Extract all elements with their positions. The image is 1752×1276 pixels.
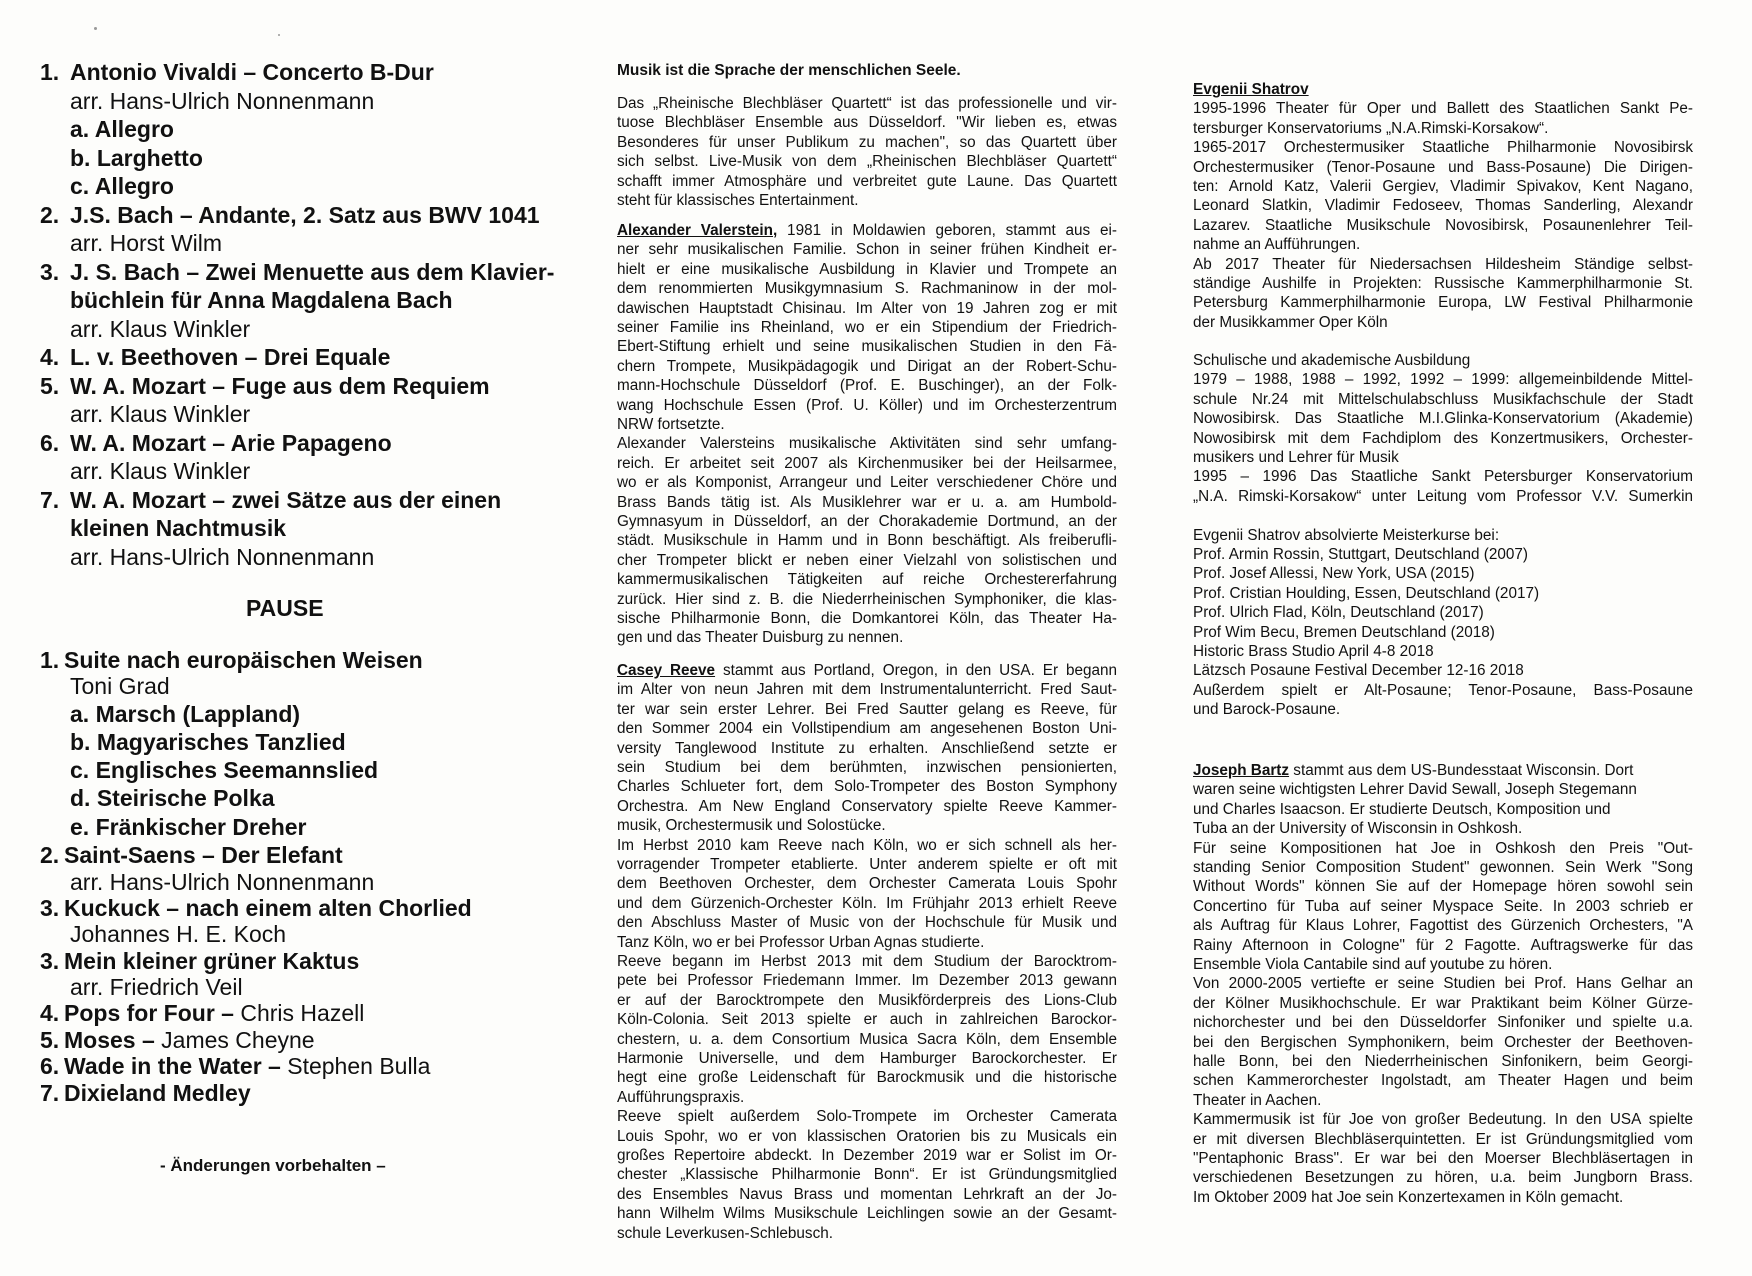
text-line: Tanz Köln, wo er bei Professor Urban Agnas studierte.: [617, 933, 985, 951]
piece-title: W. A. Mozart – Arie Papageno: [70, 429, 392, 456]
text-line: cher Trompeter blickt er neben einer Vielzahl von solistischen und: [617, 551, 1117, 569]
item-number: 1.: [40, 647, 60, 673]
text-line: als Auftrag für Klaus Lohrer, Fagottist des Gürzenich Orchesters, "A: [1193, 917, 1693, 935]
text-line: stammt aus Portland, Oregon, in den USA. Er begann: [715, 662, 1117, 679]
text-line: gen und das Theater Duisburg zu nennen.: [617, 629, 904, 647]
text-line: Alexander Valersteins musikalische Aktivitäten sind sehr umfang-: [617, 435, 1117, 453]
separator: –: [214, 1000, 241, 1026]
movement: d. Steirische Polka: [70, 785, 275, 811]
text-line: Brass Bands tätig ist. Als Musiklehrer war er u. a. am Humbold-: [617, 493, 1117, 511]
movement: b. Magyarisches Tanzlied: [70, 729, 346, 755]
text-line: Köln-Colonia. Seit 2013 spielte er auch in zahlreichen Barockor-: [617, 1011, 1117, 1029]
text-line: großes Repertoire abdeckt. In Dezember 2019 war er Solist im Or-: [617, 1147, 1117, 1164]
text-line: Theater in Aachen.: [1193, 1091, 1322, 1109]
text-line: ner sehr musikalischen Familie. Schon in seiner frühen Kindheit er-: [617, 241, 1117, 259]
text-line: Kammermusik ist für Joe von großer Bedeutung. In den USA spielte: [1193, 1111, 1693, 1129]
text-line: und Charles Isaacson. Er studierte Deutsch, Komposition und: [1193, 800, 1611, 818]
text-line: schen Kammerorchester Ingolstadt, am Theater Hagen und beim: [1193, 1072, 1693, 1090]
masterclass-item: Prof. Cristian Houlding, Essen, Deutschland (2017): [1193, 584, 1540, 602]
text-line: seiner Familie ins Rheinland, wo er ein Stipendium der Friedrich-: [617, 319, 1117, 336]
text-line: Gymnasyum in Düsseldorf, an der Chorakademie Dortmund, an der: [617, 513, 1117, 530]
text-line: tuose Blechbläser Ensemble aus Düsseldorf. "Wir lieben es, etwas: [617, 114, 1117, 132]
scan-speck: [94, 27, 97, 30]
text-line: sein Studium bei dem berühmten, inzwischen pensionierten,: [617, 759, 1117, 776]
changes-reserved-note: - Änderungen vorbehalten –: [160, 1156, 386, 1175]
text-line: dawischen Hauptstadt Chisinau. Im Alter von 19 Jahren zog er mit: [617, 299, 1117, 317]
text-line: NRW fortsetzte.: [617, 416, 725, 433]
text-line: ten: Arnold Katz, Valerii Gergiev, Vladimir Spivakov, Kent Nagano,: [1193, 178, 1693, 195]
text-line: 1995-1996 Theater für Oper und Ballett des Staatlichen Sankt Pe-: [1193, 100, 1693, 118]
pause-heading: PAUSE: [246, 595, 324, 621]
text-line: Reeve spielt außerdem Solo-Trompete im Orchester Camerata: [617, 1108, 1117, 1126]
item-number: 6.: [40, 1053, 60, 1079]
text-line: den Abschluss Master of Music von der Hochschule für Musik und: [617, 914, 1117, 932]
text-line: Orchestermusiker (Tenor-Posaune und Bass-Posaune) Die Dirigen-: [1193, 158, 1693, 176]
item-number: 1.: [40, 59, 60, 85]
musician-name: Casey Reeve: [617, 662, 716, 679]
piece-title: Suite nach europäischen Weisen: [64, 647, 423, 673]
item-number: 3.: [40, 947, 60, 974]
text-line: im Alter von neun Jahren mit dem Instrumentalunterricht. Fred Saut-: [617, 681, 1117, 699]
masterclass-item: Prof. Armin Rossin, Stuttgart, Deutschland (2007): [1193, 545, 1528, 563]
arranger: arr. Klaus Winkler: [70, 401, 251, 427]
piece-title: L. v. Beethoven – Drei Equale: [70, 344, 391, 370]
text-line: Im Herbst 2010 kam Reeve nach Köln, wo er sich schnell als her-: [617, 836, 1117, 854]
text-line: hielt er eine musikalische Ausbildung in Klavier und Trompete an: [617, 260, 1117, 278]
text-line: dem renommierten Musikgymnasium S. Rachmaninow in der mol-: [617, 280, 1117, 298]
piece-title: Kuckuck – nach einem alten Chorlied: [64, 894, 472, 921]
text-line: musik, Orchestermusik und Solostücke.: [617, 817, 886, 835]
arranger: arr. Hans-Ulrich Nonnenmann: [70, 87, 375, 114]
text-line: Nowosibirsk. Das Staatliche M.I.Glinka-Konservatorium (Akademie): [1193, 410, 1693, 428]
text-line: standing Senior Composition Student" gewonnen. Sein Werk "Song: [1193, 859, 1693, 876]
text-line: ständige Aushilfe in Projekten: Russische Kammerphilharmonie St.: [1193, 275, 1693, 292]
text-line: Im Oktober 2009 hat Joe sein Konzertexamen in Köln gemacht.: [1193, 1188, 1624, 1206]
text-line: städt. Musikschule in Hamm und in Bonn beschäftigt. Als freiberufli-: [617, 532, 1117, 550]
text-line: mann-Hochschule Düsseldorf (Prof. E. Buschinger), an der Folk-: [617, 377, 1117, 395]
text-line: Reeve begann im Herbst 2013 mit dem Studium der Barocktrom-: [617, 953, 1117, 970]
text-line: schule Nr.24 mit Mittelschulabschluss Musikfachschule der Stadt: [1193, 390, 1693, 408]
text-line: vorragender Trompeter etablierte. Unter anderem spielte er oft mit: [617, 856, 1117, 873]
movement: c. Englisches Seemannslied: [70, 757, 379, 783]
item-number: 3.: [40, 258, 60, 285]
text-line: Rainy Afternoon in Cologne" für 2 Fagotte. Auftragswerke für das: [1193, 936, 1693, 954]
scan-speck: [278, 34, 280, 36]
composer: Stephen Bulla: [287, 1053, 431, 1079]
text-line: Petersburg Kammerphilharmonie Europa, LW Festival Philharmonie: [1193, 294, 1693, 312]
item-number: 2.: [40, 842, 60, 868]
text-line: der Musikkammer Oper Köln: [1193, 313, 1388, 331]
text-line: "Pentaphonic Brass". Er war bei den Moerser Blechbläsertagen in: [1193, 1150, 1693, 1167]
text-line: Concertino für Tuba auf seiner Myspace Seite. In 2003 schrieb er: [1193, 897, 1693, 915]
text-line: schule Leverkusen-Schlebusch.: [617, 1224, 833, 1242]
text-line: Von 2000-2005 vertiefte er seine Studien bei Prof. Hans Gelhar an: [1193, 975, 1693, 993]
text-line: den Sommer 2004 ein Vollstipendium am angesehenen Boston Uni-: [617, 720, 1117, 738]
text-line: sich selbst. Live-Musik von dem „Rheinischen Blechbläser Quartett“: [617, 153, 1117, 171]
masterclass-item: Prof. Josef Allessi, New York, USA (2015): [1193, 565, 1475, 583]
masterclass-heading: Evgenii Shatrov absolvierte Meisterkurse bei:: [1193, 526, 1500, 544]
piece-title-continued: kleinen Nachtmusik: [70, 515, 287, 541]
movement: b. Larghetto: [70, 144, 203, 171]
item-number: 4.: [40, 1000, 60, 1026]
text-line: stammt aus dem US-Bundesstaat Wisconsin. Dort: [1289, 762, 1634, 779]
text-line: nichorchester und bei den Düsseldorfer Sinfoniker und spielte u.a.: [1193, 1014, 1693, 1032]
text-line: Aufführungspraxis.: [617, 1088, 745, 1106]
movement: a. Marsch (Lappland): [70, 701, 301, 727]
text-line: Without Words" können Sie auf der Homepage hören sowohl sein: [1193, 878, 1693, 896]
text-line: zurück. Hier sind z. B. die Niederrheinischen Symphoniker, die klas-: [617, 590, 1117, 608]
piece-title: J.S. Bach – Andante, 2. Satz aus BWV 1041: [70, 201, 540, 228]
musician-name: Joseph Bartz: [1193, 762, 1290, 779]
text-line: er mit diversen Blechbläserquintetten. Er ist Gründungsmitglied vom: [1193, 1130, 1693, 1148]
piece-title: Wade in the Water: [64, 1053, 262, 1079]
piece-title: Antonio Vivaldi – Concerto B-Dur: [70, 59, 434, 85]
musician-name: Alexander Valerstein,: [617, 222, 778, 239]
piece-title: Saint-Saens – Der Elefant: [64, 842, 343, 868]
text-line: chester „Klassische Philharmonie Bonn“. Er ist Gründungsmitglied: [617, 1166, 1117, 1184]
text-line: Louis Spohr, wo er von klassischen Oratorien bis zu Musicals ein: [617, 1127, 1117, 1145]
text-line: reich. Er arbeitet seit 2007 als Kirchenmusiker bei der Heilsarmee,: [617, 454, 1117, 472]
text-line: musikers und Lehrer für Musik: [1193, 449, 1399, 466]
text-line: Ensemble Viola Cantabile sind auf youtube zu hören.: [1193, 956, 1553, 973]
text-line: 1979 – 1988, 1988 – 1992, 1992 – 1999: allgemeinbildende Mittel-: [1193, 371, 1693, 389]
text-line: des Ensembles Navus Brass und momentan Lehrkraft an der Jo-: [617, 1185, 1117, 1203]
text-line: steht für klassisches Entertainment.: [617, 192, 859, 209]
text-line: 1981 in Moldawien geboren, stammt aus ei-: [777, 222, 1117, 239]
arranger: arr. Klaus Winkler: [70, 315, 251, 342]
masterclass-item: Historic Brass Studio April 4-8 2018: [1193, 642, 1434, 660]
text-line: 1965-2017 Orchestermusiker Staatliche Philharmonie Novosibirsk: [1193, 139, 1693, 157]
text-line: nahme an Aufführungen.: [1193, 236, 1361, 254]
movement: a. Allegro: [70, 116, 174, 142]
motto-heading: Musik ist die Sprache der menschlichen Seele.: [617, 62, 961, 79]
item-number: 7.: [40, 486, 60, 513]
arranger: arr. Friedrich Veil: [70, 974, 243, 1000]
text-line: Orchestra. Am New England Conservatory spielte Reeve Kammer-: [617, 797, 1117, 815]
text-line: ter war sein erster Lehrer. Bei Fred Sautter gelang es Reeve, für: [617, 700, 1117, 718]
movement: c. Allegro: [70, 173, 174, 199]
text-line: und dem Gürzenich-Orchester Köln. Im Frühjahr 2013 erhielt Reeve: [617, 894, 1117, 912]
item-number: 3.: [40, 894, 60, 921]
item-number: 6.: [40, 429, 60, 456]
text-line: der Kölner Musikhochschule. Er war Praktikant beim Kölner Gürze-: [1193, 994, 1693, 1012]
text-line: chestern, u. a. dem Consortium Musica Sacra Köln, dem Ensemble: [617, 1030, 1117, 1048]
movement: e. Fränkischer Dreher: [70, 813, 307, 840]
text-line: wo er als Komponist, Arrangeur und Leiter verschiedener Chöre und: [617, 474, 1117, 492]
composer: Toni Grad: [70, 673, 170, 699]
text-line: hegt eine große Leidenschaft für Barockmusik und die historische: [617, 1069, 1117, 1087]
text-line: tersburger Konservatoriums „N.A.Rimski-Korsakow“.: [1193, 119, 1549, 137]
text-line: chern Trompete, Musikpädagogik und Dirigat an der Robert-Schu-: [617, 357, 1117, 375]
text-line: Lazarev. Staatliche Musikschule Novosibirsk, Posaunenlehrer Teil-: [1193, 216, 1693, 234]
arranger: arr. Klaus Winkler: [70, 458, 251, 484]
composer: James Cheyne: [161, 1026, 315, 1053]
piece-title: Dixieland Medley: [64, 1079, 251, 1106]
piece-title: W. A. Mozart – Fuge aus dem Requiem: [70, 372, 490, 399]
text-line: Das „Rheinische Blechbläser Quartett“ ist das professionelle und vir-: [617, 95, 1117, 112]
item-number: 5.: [40, 372, 60, 399]
text-line: bei den Bergischen Symphonikern, beim Orchester der Beethoven-: [1193, 1033, 1693, 1051]
masterclass-item: Prof Wim Becu, Bremen Deutschland (2018): [1193, 623, 1495, 641]
arranger: arr. Hans-Ulrich Nonnenmann: [70, 868, 375, 895]
item-number: 4.: [40, 344, 60, 370]
text-line: halle Bonn, bei den Niederrheinischen Sinfonikern, beim Georgi-: [1193, 1053, 1693, 1070]
item-number: 5.: [40, 1026, 60, 1053]
text-line: waren seine wichtigsten Lehrer David Sewall, Joseph Stegemann: [1193, 781, 1637, 799]
text-line: Harmonie Universelle, und dem Hamburger Barockorchester. Er: [617, 1050, 1117, 1067]
piece-title: Mein kleiner grüner Kaktus: [64, 947, 360, 974]
text-line: Für seine Kompositionen hat Joe in Oshkosh den Preis "Out-: [1193, 839, 1693, 857]
piece-title: Pops for Four: [64, 1000, 215, 1026]
text-line: Ebert-Stiftung erhielt und seine musikalischen Studien in den Fä-: [617, 338, 1117, 356]
text-line: Außerdem spielt er Alt-Posaune; Tenor-Posaune, Bass-Posaune: [1193, 681, 1693, 699]
separator: –: [135, 1026, 162, 1053]
text-line: Tuba an der University of Wisconsin in Oshkosh.: [1193, 820, 1523, 838]
text-line: Besonderes für unser Publikum zu machen", so das Quartett über: [617, 133, 1117, 151]
text-line: Charles Schlueter fort, dem Solo-Trompeter des Boston Symphony: [617, 778, 1117, 796]
composer: Johannes H. E. Koch: [70, 921, 287, 947]
text-line: Nowosibirsk mit dem Fachdiplom des Konzertmusikers, Orchester-: [1193, 429, 1693, 447]
arranger: arr. Horst Wilm: [70, 230, 223, 256]
text-line: wang Hochschule Essen (Prof. U. Köller) und im Orchesterzentrum: [617, 396, 1117, 414]
composer: Chris Hazell: [240, 1000, 365, 1026]
piece-title: W. A. Mozart – zwei Sätze aus der einen: [70, 486, 502, 513]
text-line: dem Beethoven Orchester, dem Orchester Camerata Louis Spohr: [617, 875, 1117, 893]
text-line: sische Philharmonie Bonn, die Domkantorei Köln, das Theater Ha-: [617, 610, 1117, 627]
masterclass-item: Lätzsch Posaune Festival December 12-16 2018: [1193, 662, 1524, 680]
text-line: schafft immer Atmosphäre und verbreitet gute Laune. Das Quartett: [617, 172, 1117, 190]
item-number: 2.: [40, 201, 60, 228]
education-heading: Schulische und akademische Ausbildung: [1193, 352, 1471, 369]
piece-title-continued: büchlein für Anna Magdalena Bach: [70, 287, 453, 313]
text-line: und Barock-Posaune.: [1193, 701, 1341, 719]
text-line: hann Wilhelm Wilms Musikschule Leichlingen sowie an der Gesamt-: [617, 1205, 1117, 1223]
text-line: „N.A. Rimski-Korsakow“ unter Leitung vom Professor V.V. Sumerkin: [1193, 487, 1693, 505]
piece-title: Moses: [64, 1026, 136, 1053]
text-line: er auf der Barocktrompete den Musikförderpreis des Lions-Club: [617, 991, 1117, 1009]
arranger: arr. Hans-Ulrich Nonnenmann: [70, 543, 375, 570]
text-line: Leonard Slatkin, Vladimir Fedoseev, Thomas Sanderling, Alexandr: [1193, 197, 1693, 215]
masterclass-item: Prof. Ulrich Flad, Köln, Deutschland (2017): [1193, 604, 1484, 622]
musician-name: Evgenii Shatrov: [1193, 81, 1309, 98]
text-line: 1995 – 1996 Das Staatliche Sankt Petersburger Konservatorium: [1193, 468, 1693, 486]
text-line: versity Tanglewood Institute zu erhalten. Anschließend setzte er: [617, 739, 1117, 757]
item-number: 7.: [40, 1079, 60, 1106]
text-line: kammermusikalischen Tätigkeiten auf reiche Orchestererfahrung: [617, 571, 1117, 589]
separator: –: [261, 1053, 288, 1079]
text-line: Ab 2017 Theater für Niedersachsen Hildesheim Ständige selbst-: [1193, 255, 1693, 273]
piece-title: J. S. Bach – Zwei Menuette aus dem Klavier-: [70, 258, 555, 285]
text-line: verschiedenen Besetzungen zu hören, u.a. beim Jungborn Brass.: [1193, 1169, 1693, 1187]
text-line: pete bei Professor Friedemann Immer. Im Dezember 2013 gewann: [617, 972, 1117, 990]
